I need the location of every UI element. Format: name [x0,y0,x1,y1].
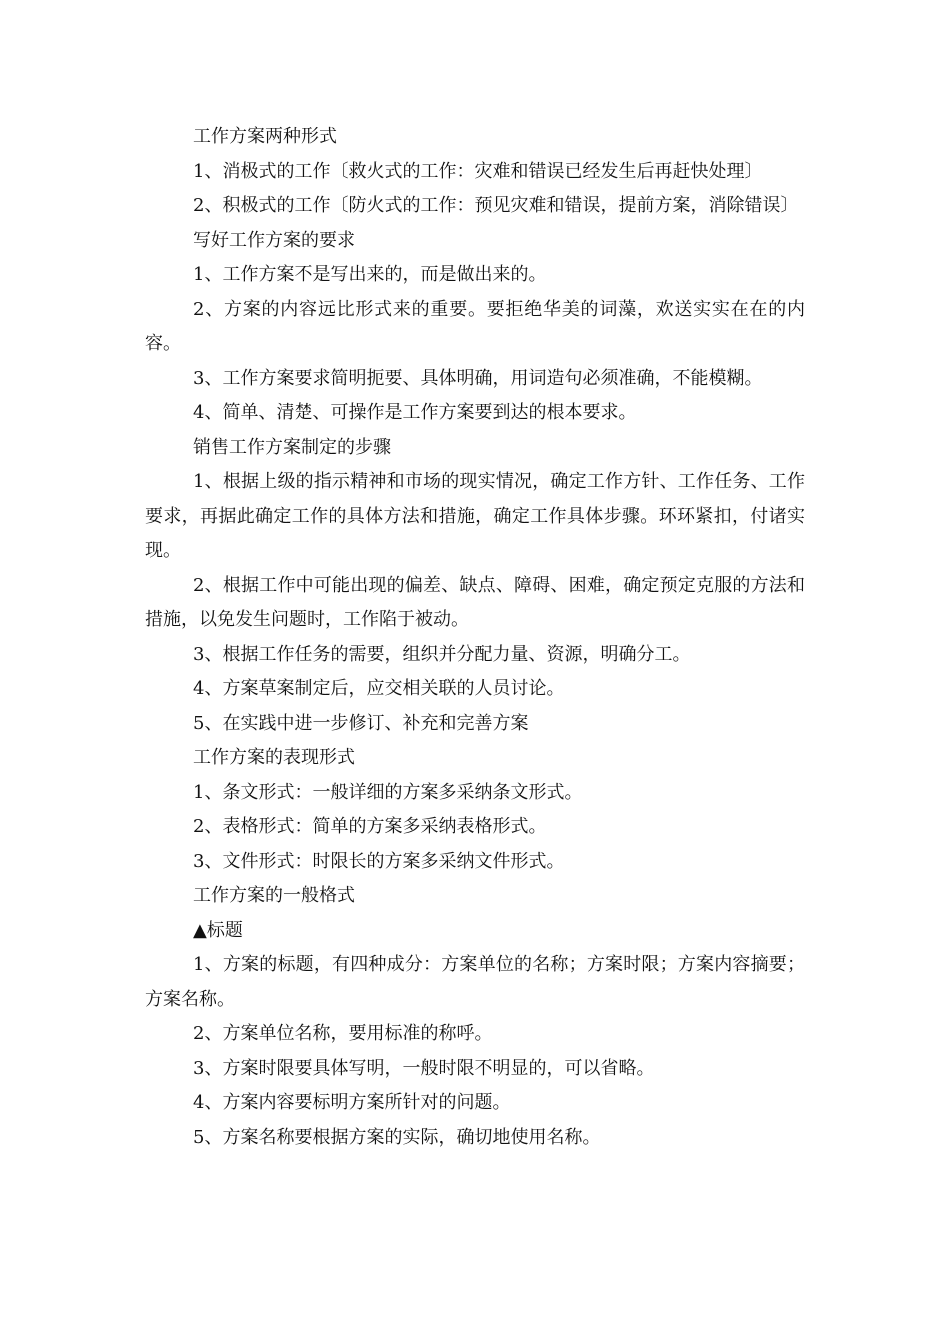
paragraph: 3、方案时限要具体写明，一般时限不明显的，可以省略。 [193,1057,655,1079]
paragraph: 2、方案单位名称，要用标准的称呼。 [193,1023,493,1044]
paragraph: 1、消极式的工作〔救火式的工作：灾难和错误已经发生后再赶快处理〕 [193,160,763,182]
paragraph: 4、方案草案制定后，应交相关联的人员讨论。 [193,678,565,699]
heading-forms-of-expression: 工作方案的表现形式 [193,747,355,768]
paragraph: 2、方案的内容远比形式来的重要。要拒绝华美的词藻，欢送实实在在的内容。 [145,298,805,354]
paragraph: 5、在实践中进一步修订、补充和完善方案 [193,712,529,734]
paragraph: 2、根据工作中可能出现的偏差、缺点、障碍、困难，确定预定克服的方法和措施，以免发生问题时，工作陷于被动。 [145,574,805,630]
paragraph: 3、文件形式：时限长的方案多采纳文件形式。 [193,850,565,872]
heading-two-forms: 工作方案两种形式 [193,126,337,147]
heading-steps: 销售工作方案制定的步骤 [193,436,391,458]
paragraph: 1、工作方案不是写出来的，而是做出来的。 [193,264,547,285]
paragraph: 2、表格形式：简单的方案多采纳表格形式。 [193,816,547,837]
subheading-title: ▲标题 [193,919,243,941]
paragraph: 1、条文形式：一般详细的方案多采纳条文形式。 [193,781,583,803]
paragraph: 4、方案内容要标明方案所针对的问题。 [193,1092,511,1113]
paragraph: 3、工作方案要求简明扼要、具体明确，用词造句必须准确，不能模糊。 [193,367,763,389]
paragraph: 2、积极式的工作〔防火式的工作：预见灾难和错误，提前方案，消除错误〕 [193,195,799,216]
paragraph: 3、根据工作任务的需要，组织并分配力量、资源，明确分工。 [193,643,691,665]
heading-requirements: 写好工作方案的要求 [193,229,355,251]
paragraph: 1、方案的标题，有四种成分：方案单位的名称；方案时限；方案内容摘要；方案名称。 [145,954,805,1010]
document-body [145,120,805,1155]
paragraph: 5、方案名称要根据方案的实际，确切地使用名称。 [193,1126,601,1148]
heading-general-format: 工作方案的一般格式 [193,885,355,906]
paragraph: 4、简单、清楚、可操作是工作方案要到达的根本要求。 [193,402,637,423]
paragraph: 1、根据上级的指示精神和市场的现实情况，确定工作方针、工作任务、工作要求，再据此确定工作的具体方法和措施，确定工作具体步骤。环环紧扣，付诸实现。 [145,471,805,561]
